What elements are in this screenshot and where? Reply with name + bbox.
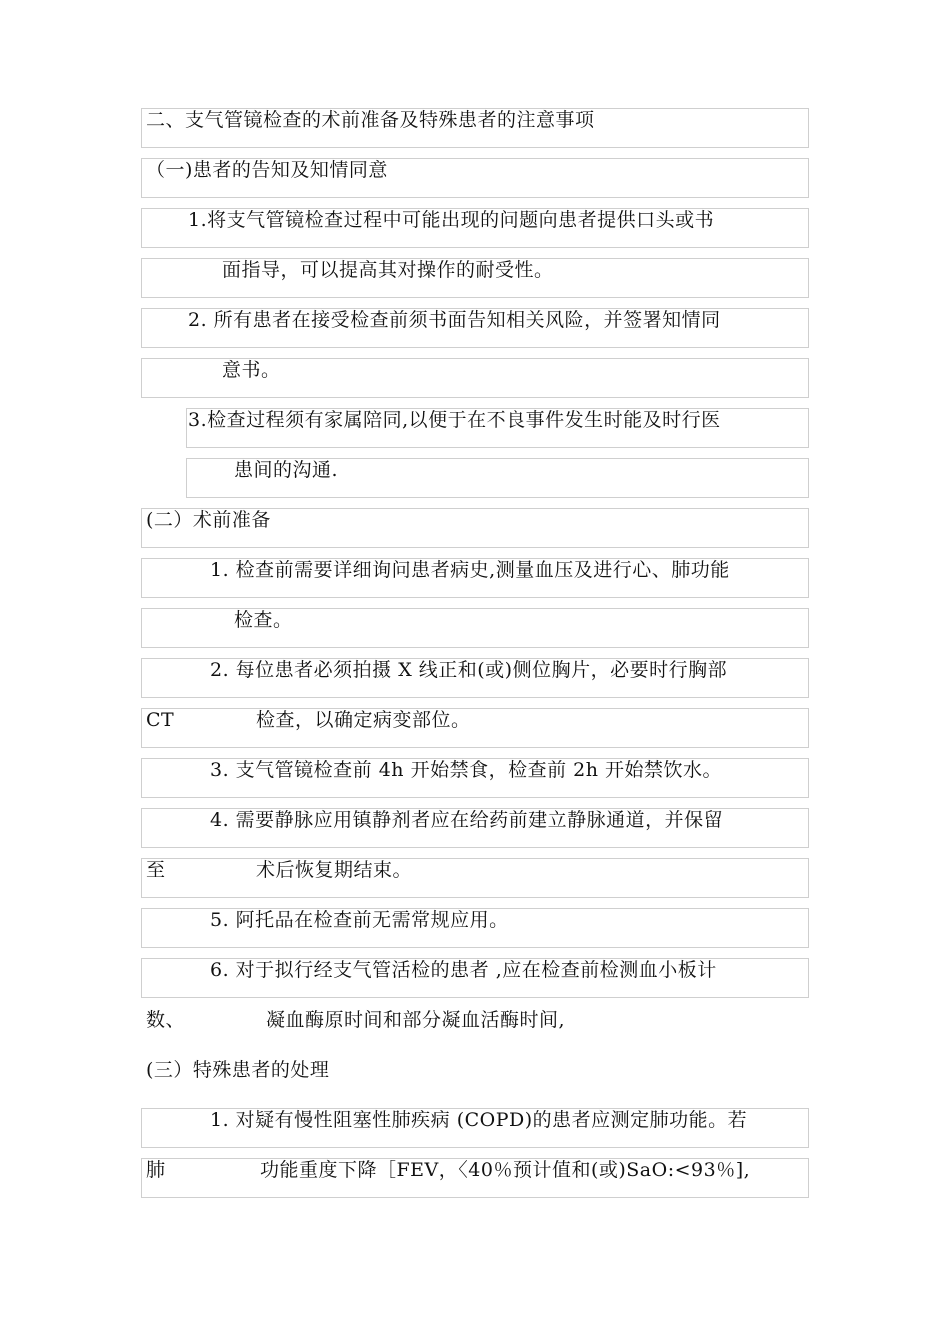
sub1-item1-line2: 面指导，可以提高其对操作的耐受性。 [222,259,554,281]
row-frame [141,708,809,748]
sub2-item6-lead: 数、 [146,1009,186,1031]
sub2-item2-line2: 检查，以确定病变部位。 [256,709,471,731]
sub2-item2-lead: CT [146,709,175,731]
sub2-item5: 5. 阿托品在检查前无需常规应用。 [210,909,509,931]
sub2-item4-line2: 术后恢复期结束。 [256,859,413,881]
sub2-item6-line2: 凝血酶原时间和部分凝血活酶时间, [266,1009,566,1031]
sub3-item1-line2: 功能重度下降［FEV，〈40％预计值和(或)SaO:<93％], [260,1159,751,1181]
sub2-item4-line1: 4. 需要静脉应用镇静剂者应在给药前建立静脉通道，并保留 [210,809,724,831]
sub1-item2-line1: 2. 所有患者在接受检查前须书面告知相关风险，并签署知情同 [188,309,721,331]
sub3-item1-lead: 肺 [146,1159,166,1181]
sub3-item1-line1: 1. 对疑有慢性阻塞性肺疾病 (COPD)的患者应测定肺功能。若 [210,1109,748,1131]
sub2-item2-line1: 2. 每位患者必须拍摄 X 线正和(或)侧位胸片，必要时行胸部 [210,659,728,681]
sub2-item4-lead: 至 [146,859,166,881]
section2-title: 二、支气管镜检查的术前准备及特殊患者的注意事项 [146,109,595,131]
sub3-title: (三）特殊患者的处理 [146,1059,330,1081]
sub1-title: （一)患者的告知及知情同意 [146,159,388,181]
row-frame [141,858,809,898]
sub2-item1-line1: 1. 检查前需要详细询问患者病史,测量血压及进行心、肺功能 [210,559,730,581]
sub1-item3-line2: 患间的沟通. [234,459,339,481]
sub1-item1-line1: 1.将支气管镜检查过程中可能出现的问题向患者提供口头或书 [188,209,715,231]
sub2-title: (二）术前准备 [146,509,271,531]
sub2-item3: 3. 支气管镜检查前 4h 开始禁食，检查前 2h 开始禁饮水。 [210,759,722,781]
sub2-item6-line1: 6. 对于拟行经支气管活检的患者 ,应在检查前检测血小板计 [210,959,717,981]
sub1-item2-line2: 意书。 [222,359,281,381]
sub1-item3-line1: 3.检查过程须有家属陪同,以便于在不良事件发生时能及时行医 [188,409,721,431]
sub2-item1-line2: 检查。 [234,609,293,631]
